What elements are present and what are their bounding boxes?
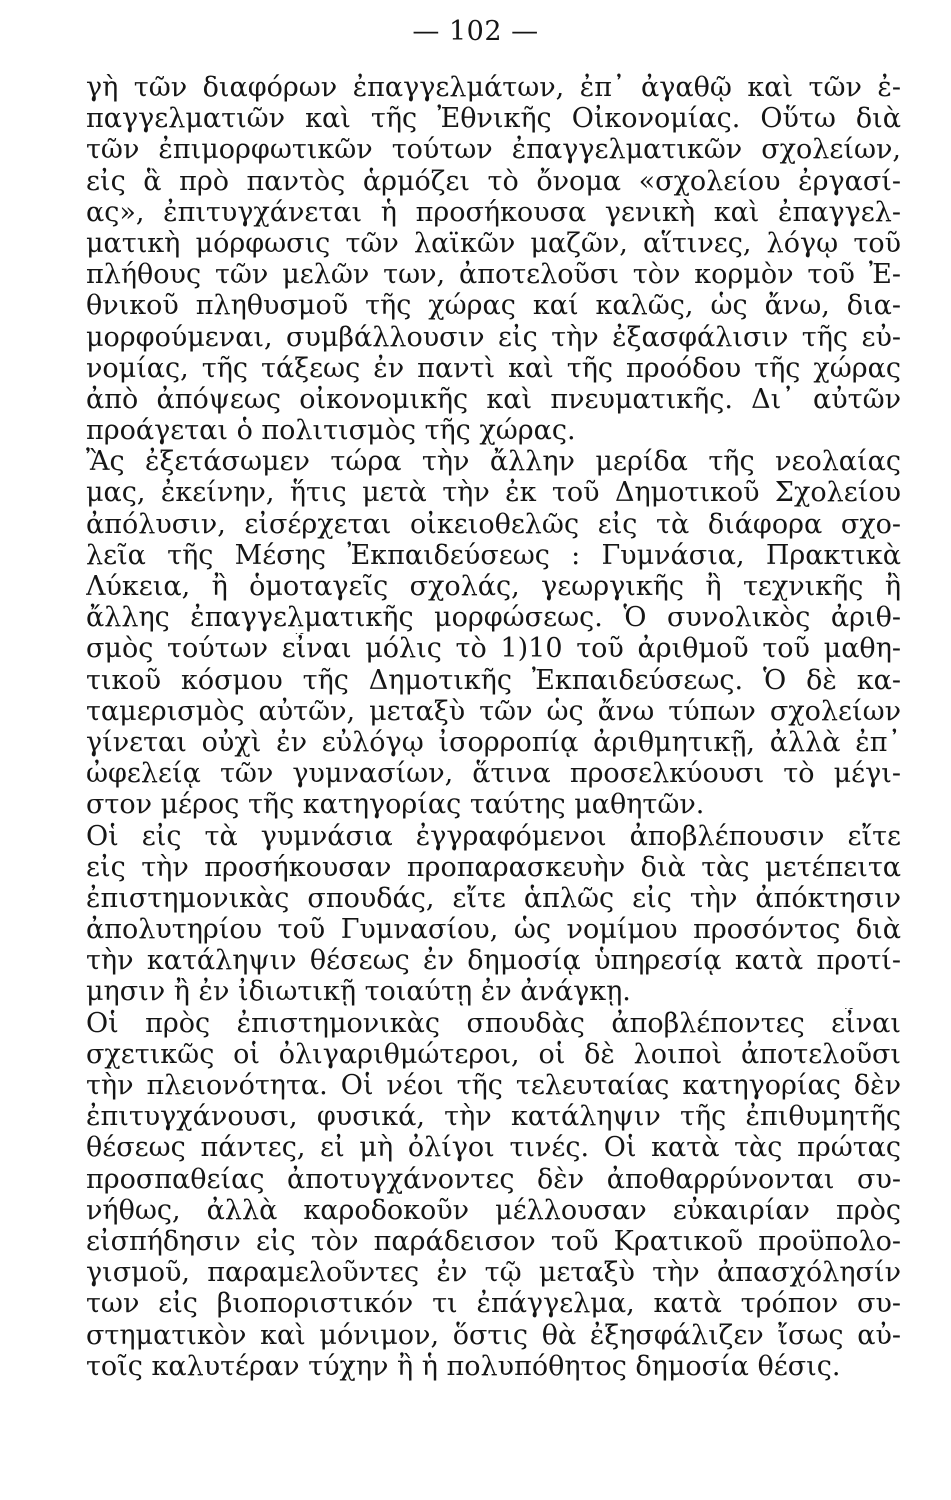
text-line: των εἰς βιοποριστικόν τι ἐπάγγελμα, κατὰ τρόπον συ- bbox=[86, 1288, 901, 1320]
text-line: ἐπιτυγχάνουσι, φυσικά, τὴν κατάληψιν τῆς ἐπιθυμητῆς bbox=[86, 1101, 901, 1133]
text-line: ὠφελείᾳ τῶν γυμνασίων, ἅτινα προσελκύουσι τὸ μέγι- bbox=[86, 758, 901, 790]
text-line: νήθως, ἀλλὰ καροδοκοῦν μέλλουσαν εὐκαιρίαν πρὸς bbox=[86, 1194, 901, 1226]
text-line: μορφούμεναι, συμβάλλουσιν εἰς τὴν ἐξασφάλισιν τῆς εὐ- bbox=[86, 321, 901, 353]
text-line: εἰσπήδησιν εἰς τὸν παράδεισον τοῦ Κρατικοῦ προϋπολο- bbox=[86, 1225, 901, 1257]
text-line: εἰς τὴν προσήκουσαν προπαρασκευὴν διὰ τὰς μετέπειτα bbox=[86, 851, 901, 883]
text-line: ἀπόλυσιν, εἰσέρχεται οἰκειοθελῶς εἰς τὰ διάφορα σχο- bbox=[86, 508, 901, 540]
text-line: σμὸς τούτων εἶναι μόλις τὸ 1)10 τοῦ ἀριθμοῦ τοῦ μαθη- bbox=[86, 633, 901, 665]
text-line: τικοῦ κόσμου τῆς Δημοτικῆς Ἐκπαιδεύσεως. Ὁ δὲ κα- bbox=[86, 664, 901, 696]
text-line: στηματικὸν καὶ μόνιμον, ὅστις θὰ ἐξησφάλιζεν ἴσως αὐ- bbox=[86, 1319, 901, 1351]
text-line: ταμερισμὸς αὐτῶν, μεταξὺ τῶν ὡς ἄνω τύπων σχολείων bbox=[86, 695, 901, 727]
text-line: στον μέρος τῆς κατηγορίας ταύτης μαθητῶν. bbox=[86, 789, 705, 821]
text-line: θέσεως πάντες, εἰ μὴ ὀλίγοι τινές. Οἱ κατὰ τὰς πρώτας bbox=[86, 1132, 901, 1164]
body-text bbox=[86, 72, 901, 1382]
text-line: τὴν πλειονότητα. Οἱ νέοι τῆς τελευταίας κατηγορίας δὲν bbox=[86, 1070, 901, 1101]
text-line: γισμοῦ, παραμελοῦντες ἐν τῷ μεταξὺ τὴν ἀπασχόλησίν bbox=[86, 1257, 901, 1289]
text-line: σχετικῶς οἱ ὀλιγαριθμώτεροι, οἱ δὲ λοιποὶ ἀποτελοῦσι bbox=[86, 1038, 901, 1070]
text-line: Λύκεια, ἢ ὁμοταγεῖς σχολάς, γεωργικῆς ἢ τεχνικῆς ἢ bbox=[86, 571, 901, 602]
text-line: ἀπολυτηρίου τοῦ Γυμνασίου, ὡς νομίμου προσόντος διὰ bbox=[86, 914, 901, 946]
text-line: ἀπὸ ἀπόψεως οἰκονομικῆς καὶ πνευματικῆς. Δι᾽ αὐτῶν bbox=[86, 383, 901, 415]
text-line: μας, ἐκείνην, ἥτις μετὰ τὴν ἐκ τοῦ Δημοτικοῦ Σχολείου bbox=[86, 477, 901, 509]
text-line: νομίας, τῆς τάξεως ἐν παντὶ καὶ τῆς προόδου τῆς χώρας bbox=[86, 352, 901, 384]
text-line: μησιν ἢ ἐν ἰδιωτικῇ τοιαύτῃ ἐν ἀνάγκῃ. bbox=[86, 976, 631, 1008]
text-line: τῶν ἐπιμορφωτικῶν τούτων ἐπαγγελματικῶν σχολείων, bbox=[86, 134, 901, 166]
text-line: τὴν κατάληψιν θέσεως ἐν δημοσίᾳ ὑπηρεσίᾳ κατὰ προτί- bbox=[86, 945, 901, 977]
text-line: ἄλλης ἐπαγγελματικῆς μορφώσεως. Ὁ συνολικὸς ἀριθ- bbox=[86, 602, 901, 634]
text-line: παγγελματιῶν καὶ τῆς Ἐθνικῆς Οἰκονομίας. Οὕτω διὰ bbox=[86, 103, 901, 135]
text-line: λεῖα τῆς Μέσης Ἐκπαιδεύσεως : Γυμνάσια, Πρακτικὰ bbox=[86, 539, 901, 571]
text-line: γίνεται οὐχὶ ἐν εὐλόγῳ ἰσορροπίᾳ ἀριθμητικῇ, ἀλλὰ ἐπ᾽ bbox=[86, 726, 901, 758]
text-line: ας», ἐπιτυγχάνεται ἡ προσήκουσα γενικὴ καὶ ἐπαγγελ- bbox=[86, 196, 901, 228]
text-line: προσπαθείας ἀποτυγχάνοντες δὲν ἀποθαρρύνονται συ- bbox=[86, 1163, 901, 1195]
text-line: γὴ τῶν διαφόρων ἐπαγγελμάτων, ἐπ᾽ ἀγαθῷ καὶ τῶν ἐ- bbox=[86, 72, 901, 103]
text-line: Οἱ πρὸς ἐπιστημονικὰς σπουδὰς ἀποβλέποντες εἶναι bbox=[86, 1007, 901, 1039]
text-line: θνικοῦ πληθυσμοῦ τῆς χώρας καί καλῶς, ὡς ἄνω, δια- bbox=[86, 290, 901, 322]
text-line: τοῖς καλυτέραν τύχην ἢ ἡ πολυπόθητος δημοσία θέσις. bbox=[86, 1350, 841, 1382]
text-line: ἐπιστημονικὰς σπουδάς, εἴτε ἁπλῶς εἰς τὴν ἀπόκτησιν bbox=[86, 882, 901, 914]
text-line: εἰς ἃ πρὸ παντὸς ἁρμόζει τὸ ὄνομα «σχολείου ἐργασί- bbox=[86, 165, 901, 197]
text-line: Οἱ εἰς τὰ γυμνάσια ἐγγραφόμενοι ἀποβλέπουσιν εἴτε bbox=[86, 820, 901, 852]
text-line: Ἂς ἐξετάσωμεν τώρα τὴν ἄλλην μερίδα τῆς νεολαίας bbox=[86, 446, 901, 478]
text-line: ματικὴ μόρφωσις τῶν λαϊκῶν μαζῶν, αἵτινες, λόγῳ τοῦ bbox=[86, 227, 901, 259]
page-number: — 102 — bbox=[412, 16, 539, 47]
text-line: πλήθους τῶν μελῶν των, ἀποτελοῦσι τὸν κορμὸν τοῦ Ἐ- bbox=[86, 259, 901, 291]
text-line: προάγεται ὁ πολιτισμὸς τῆς χώρας. bbox=[86, 415, 576, 447]
